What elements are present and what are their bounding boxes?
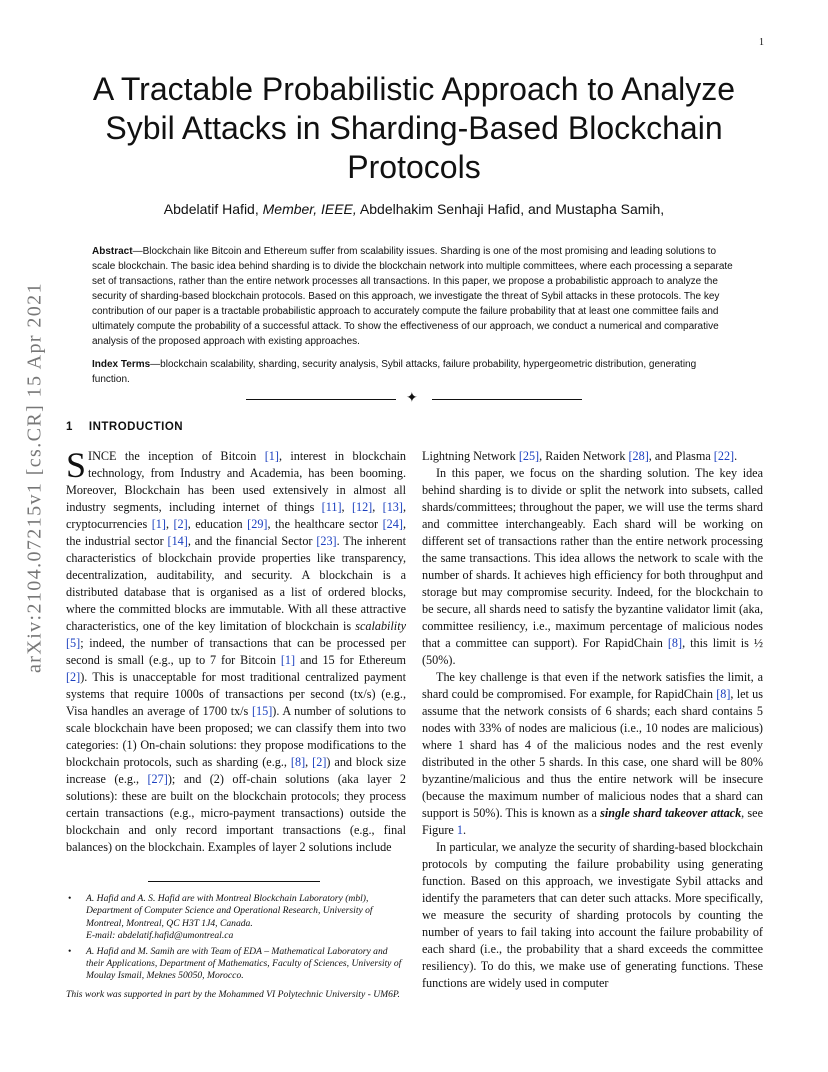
text: , [341,500,352,514]
footnote-text: A. Hafid and A. S. Hafid are with Montreal Blockchain Laboratory (mbl), Department of Computer Science and Operational Research, University of Montreal, Montreal, QC H3T 1J4, Canada. [86,893,373,929]
left-column [66,445,407,856]
footnotes [66,893,406,1001]
citation-link[interactable]: [8] [667,636,683,650]
text: , the healthcare sector [267,517,383,531]
text: ). A number of solutions to scale blockchain have been proposed; we can classify them into two categories: (1) On-chain solutions: they propose modifications to the blockchain protocols, such as sharding (e.g., [66,704,406,769]
text: , [165,517,174,531]
citation-link[interactable]: [27] [147,772,168,786]
citation-link[interactable]: [13] [382,500,403,514]
text: ; indeed, the number of transactions that can be processed per second is small (e.g., up to 7 for Bitcoin [66,636,406,667]
text: In this paper, we focus on the sharding solution. The key idea behind sharding is to divide or split the network into subsets, called shards/committees; throughout the paper, we will use the terms shard and committee interchangeably. Each shard will be working on different set of transactions rather than the entire network processing the same transactions. This idea allows the network to scale with the number of shards. It achieves high efficiency for both throughput and storage but may compromise security. Indeed, for the blockchain to be secure, all shards need to satisfy the byzantine validator limit (aka, committee resiliency, i.e., maximum percentage of malicious nodes that a committee can support). For RapidChain [422,466,763,650]
citation-link[interactable]: [29] [247,517,268,531]
intro-paragraph-2 [422,465,763,669]
text: , interest in blockchain technology, from Industry and Academia, has been booming. Moreover, Blockchain has been used extensively in almost all industry segments, including internet of things [66,449,406,514]
text: , the industrial sector [66,517,406,548]
arxiv-stamp: arXiv:2104.07215v1 [cs.CR] 15 Apr 2021 [23,282,46,673]
text: ); and (2) off-chain solutions (aka layer 2 solutions): these are built on the blockchain protocols; they process certain transactions (e.g., micro-payment transactions) outside the blockchain and only record important transactions (e.g., final balances) on the blockchain. Examples of layer 2 solutions include [66,772,406,854]
text: , and Plasma [648,449,714,463]
section-divider [246,391,582,407]
citation-link[interactable]: [25] [518,449,540,463]
right-column [422,448,763,992]
citation-link[interactable]: [12] [351,500,373,514]
text: , this limit is [682,636,754,650]
text: , Raiden Network [539,449,629,463]
text: ). This is unacceptable for most traditional centralized payment systems that require 1000s of transactions per second (tx/s) (e.g., Visa handles an average of 1700 tx/s [66,670,406,718]
author-1: Abdelatif Hafid, [163,201,259,217]
divider-line-right [432,399,582,400]
text: INCE the inception of Bitcoin [88,449,265,463]
text: Lightning Network [422,449,519,463]
citation-link[interactable]: [1] [151,517,166,531]
citation-link[interactable]: [5] [66,636,81,650]
citation-link[interactable]: [2] [173,517,188,531]
citation-link[interactable]: [28] [628,449,649,463]
index-terms [92,357,736,387]
footnote-rule [148,881,320,882]
star-icon: ✦ [406,390,418,406]
footnote-affiliation-2 [66,946,406,983]
bullet: • [68,893,72,904]
intro-paragraph-1 [66,445,407,856]
text: . [462,823,467,837]
citation-link[interactable]: [1] [280,653,296,667]
fraction: ½ [753,636,764,650]
text: , cryptocurrencies [66,500,407,531]
footnote-text: A. Hafid and M. Samih are with Team of EDA – Mathematical Laboratory and their Applications, Department of Mathematics, Faculty of Sciences, University of Moulay Ismail, Meknes 50050, Morocco. [86,945,402,982]
emphasis: scalability [355,619,406,633]
bullet: • [68,945,72,957]
section-heading [66,421,183,433]
intro-paragraph-4: In particular, we analyze the security of sharding-based blockchain protocols by computing the failure probability using generating function. Based on this approach, we investigate Sybil attacks and identify the parameters that can deter such attacks. More specifically, we measure the security of sharding protocols by counting the number of years to fail taking into account the failure probability of each shard (i.e., the probability that a shard exceeds the committee resiliency). To do this, we make use of generating functions. These functions are widely used in computer [422,840,763,990]
citation-link[interactable]: [1] [264,449,279,463]
text: , education [187,517,248,531]
text: , let us assume that the network consists of 6 shards; each shard contains 5 nodes with 33% of nodes are malicious (i.e., 10 nodes are malicious) where 1 shard has 4 of the malicious nodes and the rest evenly distributed in the other 5 shards. In this case, one shard will be 80% byzantine/malicious and thus the entire network will be insecure (because the maximum number of malicious nodes that a shard can support is 50%). This is known as a [422,687,763,820]
section-number: 1 [66,421,73,433]
citation-link[interactable]: [22] [713,449,735,463]
intro-paragraph-1-cont [422,448,763,465]
abstract [92,244,736,349]
drop-cap: S [66,445,87,485]
footnote-email: E-mail: abdelatif.hafid@umontreal.ca [86,930,234,942]
author-list [70,201,758,217]
footnote-funding: This work was supported in part by the Mohammed VI Polytechnic University - UM6P. [66,988,400,1000]
citation-link[interactable]: [8] [716,687,731,701]
section-title: INTRODUCTION [88,421,184,433]
index-terms-text: —blockchain scalability, sharding, security analysis, Sybil attacks, failure probability, hypergeometric distribution, generating function. [92,359,697,385]
citation-link[interactable]: [11] [321,500,342,514]
text: and 15 for Ethereum [295,653,406,667]
index-terms-label: Index Terms [92,359,151,370]
citation-link[interactable]: [14] [167,534,188,548]
citation-link[interactable]: [15] [251,704,273,718]
abstract-label: Abstract [92,246,133,257]
text: , and the financial Sector [187,534,317,548]
citation-link[interactable]: [24] [382,517,403,531]
text: The key challenge is that even if the network satisfies the limit, a shard could be compromised. For example, for RapidChain [422,670,763,701]
text: (50%). [422,653,456,667]
citation-link[interactable]: [23] [316,534,337,548]
author-1-role: Member, IEEE, [262,201,357,217]
footnote-affiliation-1 [66,893,406,943]
other-authors: Abdelhakim Senhaji Hafid, and Mustapha Samih, [359,201,665,217]
text: . [734,449,738,463]
abstract-text: —Blockchain like Bitcoin and Ethereum suffer from scalability issues. Sharding is one of the most promising and leading solutions to scale blockchain. The basic idea behind sharding is to divide the blockchain network into multiple committees, where each processing a separate set of transactions, rather than the entire network processes all transactions. In this paper, we propose a probabilistic approach to analyze the security of sharding-based blockchain protocols. Based on this approach, we investigate the threat of Sybil attacks in these protocols. The key contribution of our paper is a tractable probabilistic approach to accurately compute the failure probability that at least one committee fails and ultimately compute the probability of a successful attack. To show the effectiveness of our approach, we conduct a numerical and comparative analysis of the proposed approach with existing approaches. [92,246,733,347]
figure-link[interactable]: 1 [456,823,463,837]
citation-link[interactable]: [2] [66,670,81,684]
citation-link[interactable]: [2] [312,755,327,769]
text: , [305,755,313,769]
emphasis-term: single shard takeover attack [600,806,742,820]
paper-title: A Tractable Probabilistic Approach to Analyze Sybil Attacks in Sharding-Based Blockchain Protocols [92,71,736,185]
text: . The inherent characteristics of blockchain provide properties like transparency, decentralization, auditability, and security. A blockchain is a distributed database that is organised as a list of ordered blocks, where the committed blocks are immutable. With all these attractive characteristics, one of the key limitation of blockchain is [66,534,406,633]
text: , [372,500,383,514]
text: , see Figure [422,806,763,837]
page-number: 1 [759,37,764,48]
text: ) and block size increase (e.g., [66,755,407,786]
citation-link[interactable]: [8] [290,755,306,769]
intro-paragraph-3 [422,669,763,839]
divider-line-left [246,399,396,400]
